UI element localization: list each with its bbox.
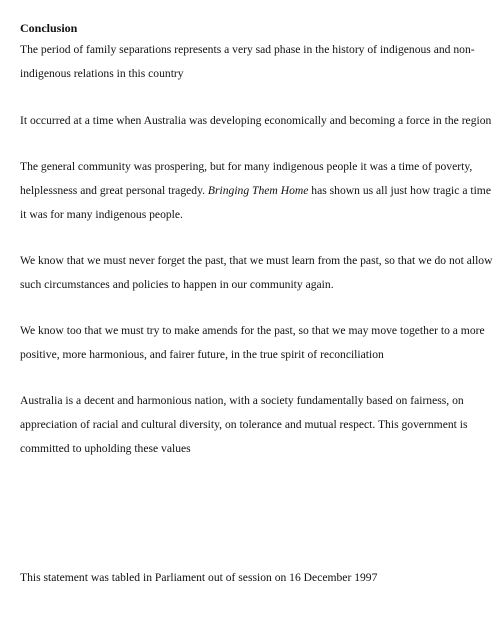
paragraph-make-amends: We know too that we must try to make amends for the past, so that we may move together to a more positive, more harmonious, and fairer future, in the true spirit of reconciliation: [20, 324, 485, 361]
document-body: [20, 18, 496, 483]
paragraph-australia-developing: It occurred at a time when Australia was developing economically and becoming a force in the region: [20, 114, 492, 127]
report-title: Bringing Them Home: [207, 184, 309, 197]
paragraph-general-community: [20, 155, 496, 227]
tabling-note: This statement was tabled in Parliament out of session on 16 December 1997: [20, 571, 378, 584]
paragraph-text: has shown us all just how tragic a time it was for many indigenous people.: [20, 184, 491, 221]
paragraph-family-separations: The period of family separations represents a very sad phase in the history of indigenous and non-indigenous relations in this country: [20, 43, 475, 80]
paragraph-text: The general community was prospering, but for many indigenous people it was a time of poverty, helplessness and great personal tragedy.: [20, 160, 473, 197]
paragraph-never-forget: We know that we must never forget the past, that we must learn from the past, so that we do not allow such circumstances and policies to happen in our community again.: [20, 254, 493, 291]
section-heading: Conclusion: [20, 21, 78, 35]
paragraph-decent-nation: Australia is a decent and harmonious nation, with a society fundamentally based on fairness, on appreciation of racial and cultural diversity, on tolerance and mutual respect. This government is committed to upholding these values: [20, 394, 468, 455]
